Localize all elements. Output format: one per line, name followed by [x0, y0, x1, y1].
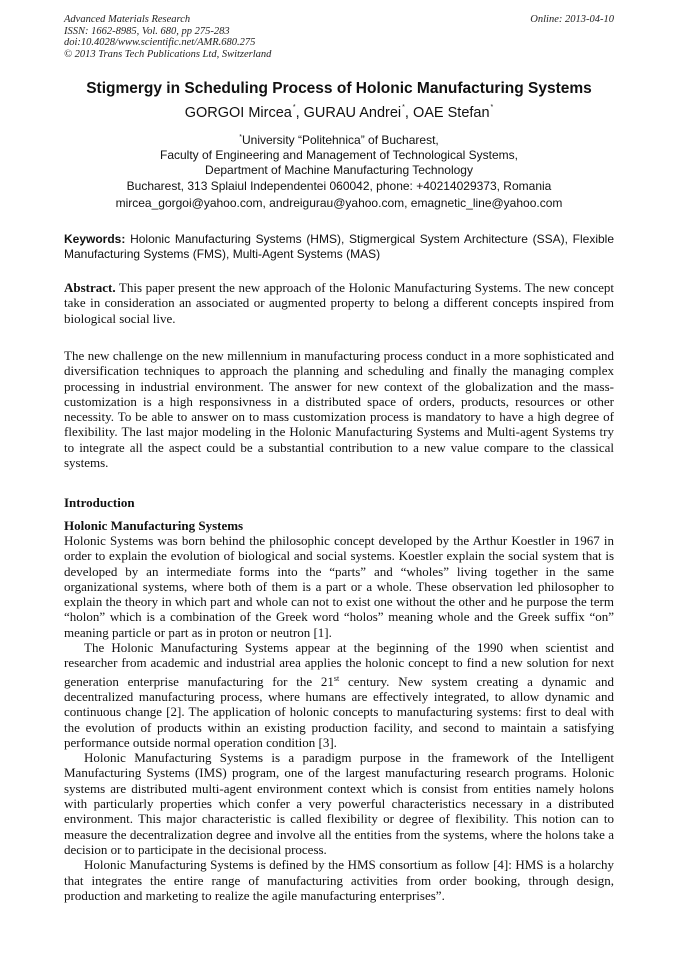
paragraph-text: century. New system creating a dynamic and decentralized manufacturing process, where humans are effectively integrated, to allow dynamic and continuous change [2]. The application of holonic concepts to manufacturing systems: first to deal with the evolution of products within an existing production facility, and second to maintain a satisfying performance outside normal operation condition [3]. [64, 673, 614, 750]
copyright: © 2013 Trans Tech Publications Ltd, Switzerland [64, 48, 272, 60]
paragraph: Holonic Manufacturing Systems is a paradigm purpose in the framework of the Intelligent Manufacturing Systems (IMS) program, one of the largest manufacturing research programs. Holonic systems are distributed multi-agent environment context which is consist from entities namely holons with particularly properties which confer a very powerful characteristics necessary in a distributed environment. This major characteristic is called flexibility or degree of flexibility. This notion can to measure the decentralization degree and involve all the entities from the systems, where the holons take a decision or to participate in the decisional process. [64, 750, 614, 857]
author-emails: mircea_gorgoi@yahoo.com, andreigurau@yahoo.com, emagnetic_line@yahoo.com [115, 196, 563, 210]
author-mark: * [490, 104, 494, 111]
abstract-text: This paper present the new approach of the Holonic Manufacturing Systems. The new concept take in consideration an associated or augmented property to belong a different concepts inspired from biological social live. [64, 280, 614, 326]
author-mark: * [402, 104, 405, 111]
subsection-heading-hms: Holonic Manufacturing Systems [64, 518, 244, 533]
affiliation [0, 130, 678, 194]
keywords [64, 232, 614, 263]
paper-title: Stigmergy in Scheduling Process of Holonic Manufacturing Systems [86, 80, 592, 97]
journal-name: Advanced Materials Research [64, 14, 191, 25]
affiliation-line: Bucharest, 313 Splaiul Independentei 060042, phone: +40214029373, Romania [126, 178, 552, 193]
affiliation-line: Faculty of Engineering and Management of Technological Systems, [160, 148, 518, 163]
paragraph: Holonic Manufacturing Systems is defined by the HMS consortium as follow [4]: HMS is a holarchy that integrates the entire range of manufacturing activities from order booking, through design, production and marketing to realize the agile manufacturing enterprises”. [64, 857, 614, 903]
author-2: , GURAU Andrei [295, 105, 402, 121]
journal-info [64, 14, 271, 60]
author-1: GORGOI Mircea [184, 105, 292, 121]
affiliation-line: University “Politehnica” of Bucharest, [241, 133, 439, 147]
author-mark: * [292, 104, 296, 111]
issn: ISSN: 1662-8985, Vol. 680, pp 275-283 [64, 25, 230, 37]
paragraph [64, 640, 614, 750]
keywords-text: Holonic Manufacturing Systems (HMS), Stigmergical System Architecture (SSA), Flexible Manufacturing Systems (FMS), Multi-Agent Systems (MAS) [64, 232, 614, 262]
keywords-label: Keywords: [64, 232, 126, 246]
affiliation-line: Department of Machine Manufacturing Technology [205, 163, 473, 178]
online-date: Online: 2013-04-10 [530, 14, 614, 25]
doi: doi:10.4028/www.scientific.net/AMR.680.275 [64, 37, 256, 48]
intro-paragraph: The new challenge on the new millennium in manufacturing process conduct in a more sophisticated and diversification techniques to approach the planning and scheduling and finally the managing complex processing in industrial environment. The answer for new context of the globalization and the mass-customization is a high responsivness in a distributed space of orders, products, resources or other necessity. To be able to answer on to mass customization process is mandatory to have a high degree of flexibility. The last major modeling in the Holonic Manufacturing Systems and Multi-agent Systems try to integrate all the aspect could be a substantial contribution to a new value compare to the classical systems. [64, 348, 614, 471]
affiliation-mark: * [239, 134, 242, 141]
section-heading-introduction: Introduction [64, 495, 135, 510]
author-3: , OAE Stefan [404, 105, 490, 121]
paragraph: Holonic Systems was born behind the philosophic concept developed by the Arthur Koestler in 1967 in order to explain the evolution of biological and social systems. Koestler explain the social system that is developed by an intermediate forms into the “parts” and “wholes” living together in the same organizational systems, where both of them is a part or a whole. These observation led philosopher to explain the theory in which part and whole can not to exist one without the other and he purpose the term “holon” which is a combination of the Greek word “holos” meaning whole and the Greek suffix “on” meaning particle or part as in proton or neutron [1]. [64, 533, 614, 640]
main-text [64, 533, 614, 903]
abstract-label: Abstract. [64, 280, 116, 295]
author-list [0, 104, 678, 121]
abstract [64, 280, 614, 326]
superscript: st [333, 673, 340, 683]
paragraph-text: The Holonic Manufacturing Systems appear at the beginning of the 1990 when scientist and researcher from academic and industrial area applies the holonic concept to find a new solution for next generation enterprise manufacturing for the 21 [64, 640, 614, 689]
